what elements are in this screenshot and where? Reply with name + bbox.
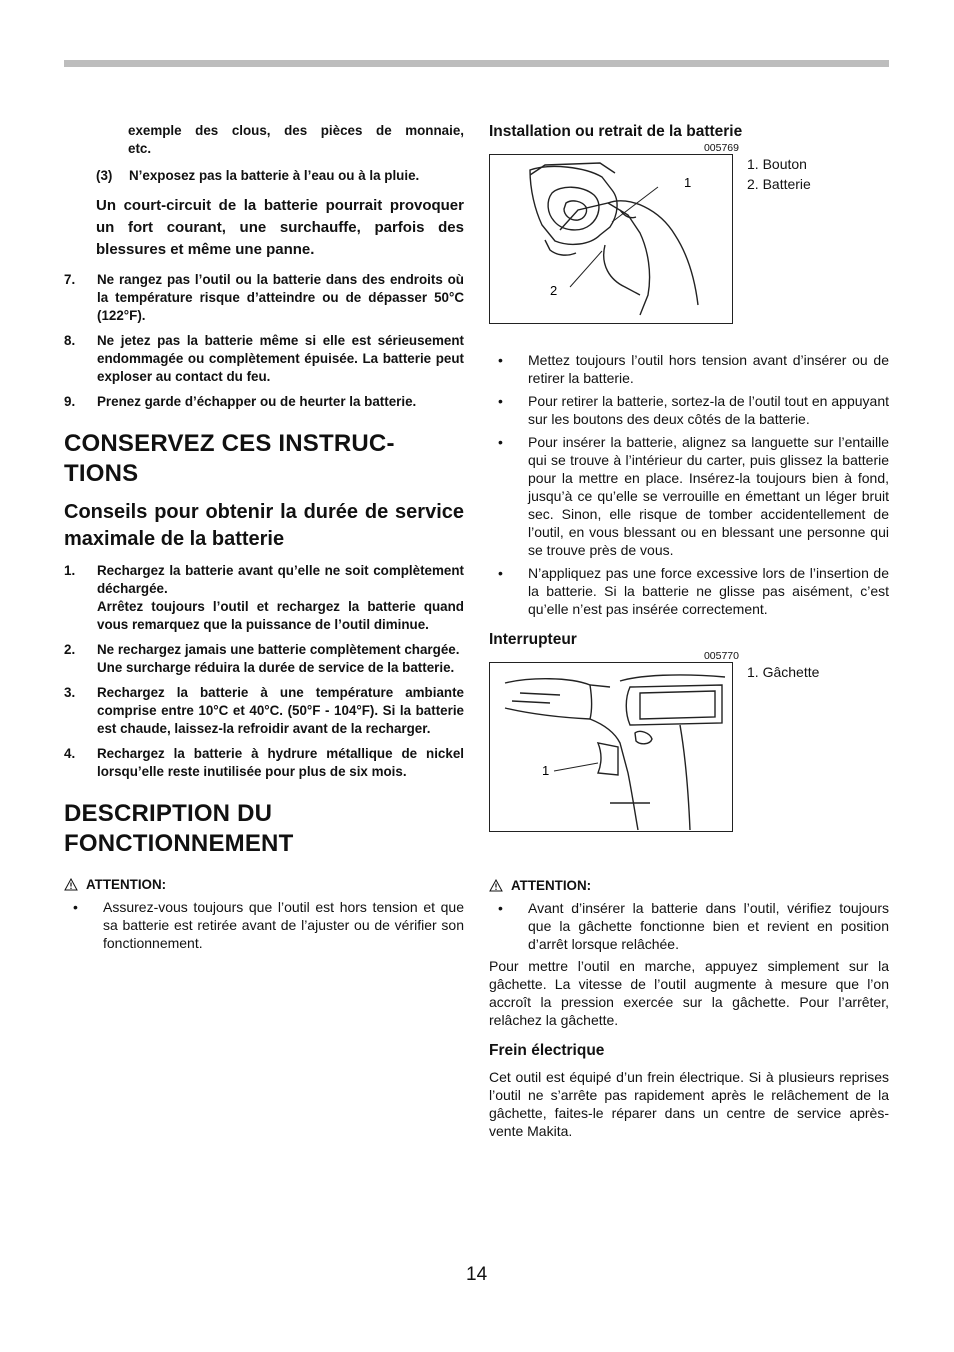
callout-1: 1 [684, 175, 692, 190]
heading-interrupteur: Interrupteur [489, 631, 577, 648]
heading-conservez: CONSERVEZ CES INSTRUC- TIONS [64, 430, 395, 487]
continuation-text: exemple des clous, des pièces de monnaie, etc. [128, 123, 464, 156]
figure-code-1: 005769 [703, 142, 739, 154]
attention-label-right: ATTENTION: [489, 878, 889, 893]
frein-paragraph: Cet outil est équipé d’un frein électrique. Si à plusieurs reprises l’outil ne s’arrête pas rapidement après le relâchement de la gâchette, faites-le réparer dans un centre de service après-vente Makita. [489, 1069, 889, 1139]
figure-1-row [489, 154, 889, 324]
list-item-7: 7. Ne rangez pas l’outil ou la batterie dans des endroits où la température risque d’atteindre ou de dépasser 50°C (122°F). [64, 272, 464, 323]
left-column [64, 122, 464, 952]
figure-2-legend: 1. Gâchette [747, 664, 820, 680]
install-bullet-4: • N’appliquez pas une force excessive lors de l’insertion de la batterie. Si la batterie ne glisse pas aisément, c’est qu’elle n’est pas insérée correctement. [498, 565, 889, 617]
heading-frein: Frein électrique [489, 1042, 605, 1059]
install-bullet-3: • Pour insérer la batterie, alignez sa languette sur l’entaille qui se trouve à l’intérieur du carter, puis glissez la batterie pour la mettre en place. Insérez-la toujours bien à fond, jusqu’à ce qu’elle se verrouille en émettant un léger bruit sec. Sinon, elle risque de tomber accidentellement de l’outil, en vous blessant ou en blessant une personne qui se trouve près de vous. [498, 434, 889, 558]
callout-trigger: 1 [542, 763, 550, 778]
top-rule [64, 60, 889, 67]
shortcircuit-warning: Un court-circuit de la batterie pourrait provoquer un fort courant, une surchauffe, parfois des blessures et même une panne. [96, 197, 464, 258]
heading-conseils: Conseils pour obtenir la durée de service maximale de la batterie [64, 501, 464, 550]
list-item-9: 9. Prenez garde d’échapper ou de heurter la batterie. [64, 394, 417, 409]
callout-2: 2 [550, 283, 558, 298]
install-bullet-2: • Pour retirer la batterie, sortez-la de l’outil tout en appuyant sur les boutons des deux côtés de la batterie. [498, 393, 889, 427]
figure-code-2: 005770 [703, 650, 739, 662]
page-number: 14 [466, 1264, 488, 1285]
battery-removal-illustration [490, 155, 731, 322]
tip-1: 1. Rechargez la batterie avant qu’elle ne soit complètement déchargée. Arrêtez toujours l’outil et rechargez la batterie quand vous remarquez que la puissance de l’outil diminue. [64, 563, 464, 632]
figure-2-row [489, 662, 889, 832]
battery-figure [489, 154, 733, 324]
heading-installation: Installation ou retrait de la batterie [489, 123, 743, 140]
list-item-8: 8. Ne jetez pas la batterie même si elle est sérieusement endommagée ou complètement épuisée. La batterie peut exploser au contact du feu. [64, 333, 464, 384]
install-bullet-1: • Mettez toujours l’outil hors tension avant d’insérer ou de retirer la batterie. [498, 352, 889, 386]
heading-description: DESCRIPTION DU FONCTIONNEMENT [64, 800, 294, 857]
warning-triangle-icon [489, 879, 503, 892]
switch-paragraph: Pour mettre l’outil en marche, appuyez simplement sur la gâchette. La vitesse de l’outil augmente à mesure que l’on accroît la pression exercée sur la gâchette. Pour l’arrêter, relâchez la gâchette. [489, 958, 889, 1028]
trigger-figure [489, 662, 733, 832]
trigger-illustration [490, 663, 731, 830]
subitem-3: (3) N’exposez pas la batterie à l’eau ou à la pluie. [96, 168, 420, 183]
attention-bullet-left: • Assurez-vous toujours que l’outil est hors tension et que sa batterie est retirée avant de l’ajuster ou de vérifier son fonctionnement. [73, 899, 464, 951]
install-bullets [489, 351, 889, 618]
warning-triangle-icon [64, 878, 78, 891]
figure-1-legend: 1. Bouton 2. Batterie [747, 156, 811, 192]
attention-label-left: ATTENTION: [64, 877, 464, 892]
right-column [489, 122, 889, 1140]
tip-2: 2. Ne rechargez jamais une batterie complètement chargée. Une surcharge réduira la durée de service de la batterie. [64, 642, 460, 675]
tip-3: 3. Rechargez la batterie à une température ambiante comprise entre 10°C et 40°C. (50°F - 104°F). Si la batterie est chaude, laissez-la refroidir avant de la recharger. [64, 685, 464, 736]
attention-bullet-right: • Avant d’insérer la batterie dans l’outil, vérifiez toujours que la gâchette fonctionne bien et revient en position d’arrêt lorsque relâchée. [498, 900, 889, 952]
tip-4: 4. Rechargez la batterie à hydrure métallique de nickel lorsqu’elle reste inutilisée pour plus de six mois. [64, 746, 464, 779]
